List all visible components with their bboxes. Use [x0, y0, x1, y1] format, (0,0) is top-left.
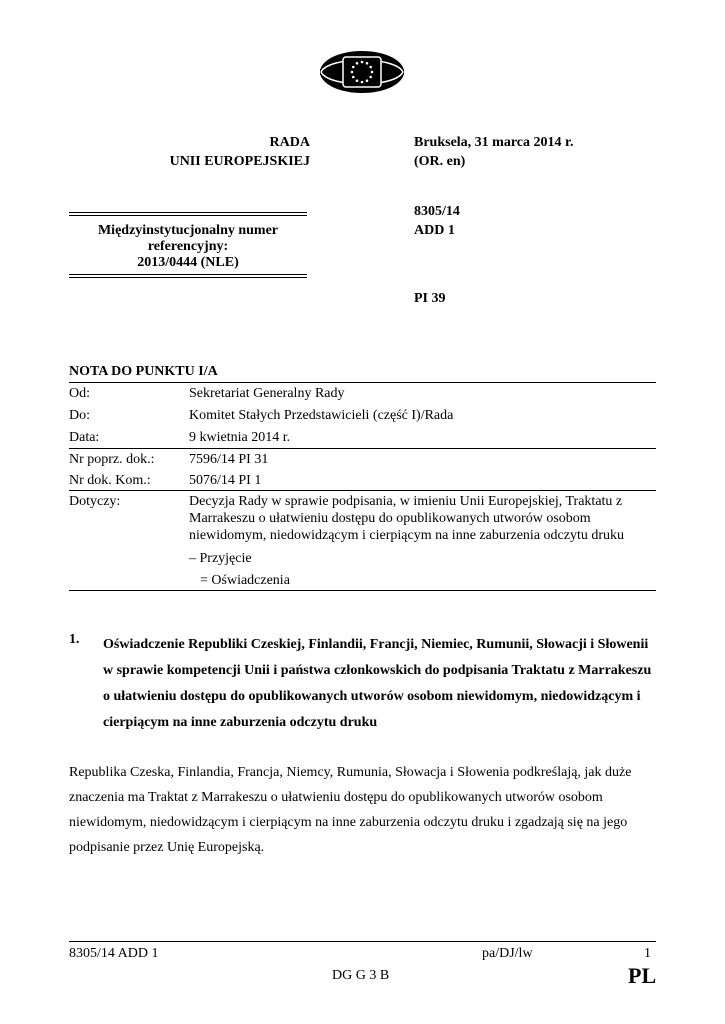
- subject-status: – Przyjęcie: [189, 551, 252, 567]
- council-line-1: RADA: [269, 135, 310, 150]
- footer-doc-ref: 8305/14 ADD 1: [69, 946, 159, 961]
- place-date-block: [414, 133, 573, 171]
- table-middle-rule: [69, 490, 656, 491]
- subject-text: Decyzja Rady w sprawie podpisania, w imieniu Unii Europejskiej, Traktatu z Marrakeszu o ułatwieniu dostępu do opublikowanych utworów osobom niewidomym, niedowidzącym i cierpiącym na inne zaburzenia odczytu druku: [189, 494, 625, 543]
- table-middle-rule: [69, 448, 656, 449]
- row-label: Od:: [69, 386, 90, 401]
- reference-label-2: referencyjny:: [147, 239, 229, 254]
- council-name: [150, 133, 310, 171]
- row-label: Do:: [69, 408, 90, 423]
- row-label: Data:: [69, 430, 100, 445]
- section-number: 1.: [69, 632, 80, 647]
- row-value: Komitet Stałych Przedstawicieli (część I)/Rada: [189, 408, 454, 423]
- footer-language: PL: [628, 963, 657, 988]
- footer-page-number: 1: [644, 946, 651, 961]
- reference-number: 2013/0444 (NLE): [137, 255, 239, 270]
- eu-council-logo-icon: [319, 50, 405, 94]
- row-value: 5076/14 PI 1: [189, 473, 262, 488]
- divider: [69, 274, 307, 278]
- section-title: Oświadczenie Republiki Czeskiej, Finlandii, Francji, Niemiec, Rumunii, Słowacji i Słowenii w sprawie kompetencji Unii i państwa członkowskich do podpisania Traktatu z Marrakeszu o ułatwieniu dostępu do opublikowanych utworów osobom niewidomym, niedowidzącym i cierpiącym na inne zaburzenia odczytu druku: [103, 637, 652, 730]
- footer-rule: [69, 941, 656, 942]
- council-line-2: UNII EUROPEJSKIEJ: [169, 154, 310, 169]
- footer-initials: pa/DJ/lw: [482, 946, 533, 961]
- document-number-block: [414, 202, 460, 240]
- note-title: NOTA DO PUNKTU I/A: [69, 364, 218, 379]
- document-number: 8305/14: [414, 204, 460, 219]
- row-value: Sekretariat Generalny Rady: [189, 386, 345, 401]
- footer-directorate: DG G 3 B: [332, 968, 390, 983]
- subject-value: [189, 494, 659, 592]
- subject-label: Dotyczy:: [69, 494, 121, 509]
- pi-code: PI 39: [414, 291, 446, 306]
- row-value: 7596/14 PI 31: [189, 452, 269, 467]
- table-top-rule: [69, 382, 656, 383]
- place-date: Bruksela, 31 marca 2014 r.: [414, 135, 574, 150]
- row-value: 9 kwietnia 2014 r.: [189, 430, 291, 445]
- subject-statements: = Oświadczenia: [200, 573, 290, 589]
- body-paragraph: Republika Czeska, Finlandia, Francja, Niemcy, Rumunia, Słowacja i Słowenia podkreślają, jak duże znaczenia ma Traktat z Marrakeszu o ułatwieniu dostępu do opublikowanych utworów osobom niewidomym, niedowidzącym i cierpiącym na inne zaburzenia odczytu druku i zgadzają się na jego podpisanie przez Unię Europejską.: [69, 765, 632, 855]
- row-label: Nr dok. Kom.:: [69, 473, 151, 488]
- interinstitutional-reference-box: [69, 212, 307, 278]
- reference-text: [69, 216, 307, 274]
- document-addendum: ADD 1: [414, 223, 455, 238]
- row-label: Nr poprz. dok.:: [69, 452, 155, 467]
- reference-label-1: Międzyinstytucjonalny numer: [97, 223, 279, 238]
- original-language: (OR. en): [414, 154, 466, 169]
